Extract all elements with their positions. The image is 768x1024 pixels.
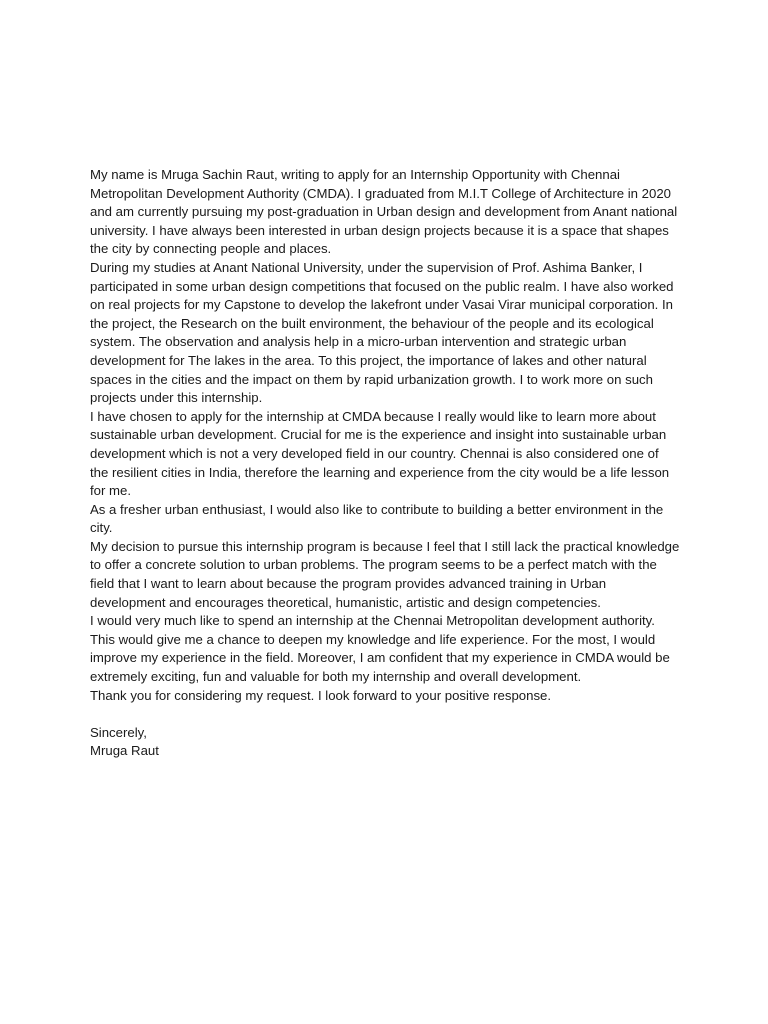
paragraph-thanks: Thank you for considering my request. I look forward to your positive response. [90,687,552,703]
paragraph-decision: My decision to pursue this internship program is because I feel that I still lack the practical knowledge to offer a concrete solution to urban problems. The program seems to be a perfect match with the field that I want to learn about because the program provides advanced training in Urban development and encourages theoretical, humanistic, artistic and design competencies. [90,538,680,610]
paragraph-studies: During my studies at Anant National University, under the supervision of Prof. Ashima Banker, I participated in some urban design competitions that focused on the public realm. I have also worked on real projects for my Capstone to develop the lakefront under Vasai Virar municipal corporation. In the project, the Research on the built environment, the behaviour of the people and its ecological system. The observation and analysis help in a micro-urban intervention and strategic urban development for The lakes in the area. To this project, the importance of lakes and other natural spaces in the cities and the impact on them by rapid urbanization growth. I to work more on such projects under this internship. [90,259,674,406]
paragraph-expectation: I would very much like to spend an internship at the Chennai Metropolitan development authority. This would give me a chance to deepen my knowledge and life experience. For the most, I would improve my experience in the field. Moreover, I am confident that my experience in CMDA would be extremely exciting, fun and valuable for both my internship and overall development. [90,613,670,685]
signature-name: Mruga Raut [90,743,159,759]
closing-salutation: Sincerely, [90,724,147,740]
letter-body [90,166,680,761]
paragraph-contribution: As a fresher urban enthusiast, I would also like to contribute to building a better environment in the city. [90,501,664,536]
spacer [90,705,680,724]
paragraph-motivation: I have chosen to apply for the internship at CMDA because I really would like to learn more about sustainable urban development. Crucial for me is the experience and insight into sustainable urban development which is not a very developed field in our country. Chennai is also considered one of the resilient cities in India, therefore the learning and experience from the city would be a life lesson for me. [90,408,670,499]
paragraph-introduction: My name is Mruga Sachin Raut, writing to apply for an Internship Opportunity with Chennai Metropolitan Development Authority (CMDA). I graduated from M.I.T College of Architecture in 2020 and am currently pursuing my post-graduation in Urban design and development from Anant national university. I have always been interested in urban design projects because it is a space that shapes the city by connecting people and places. [90,167,678,257]
